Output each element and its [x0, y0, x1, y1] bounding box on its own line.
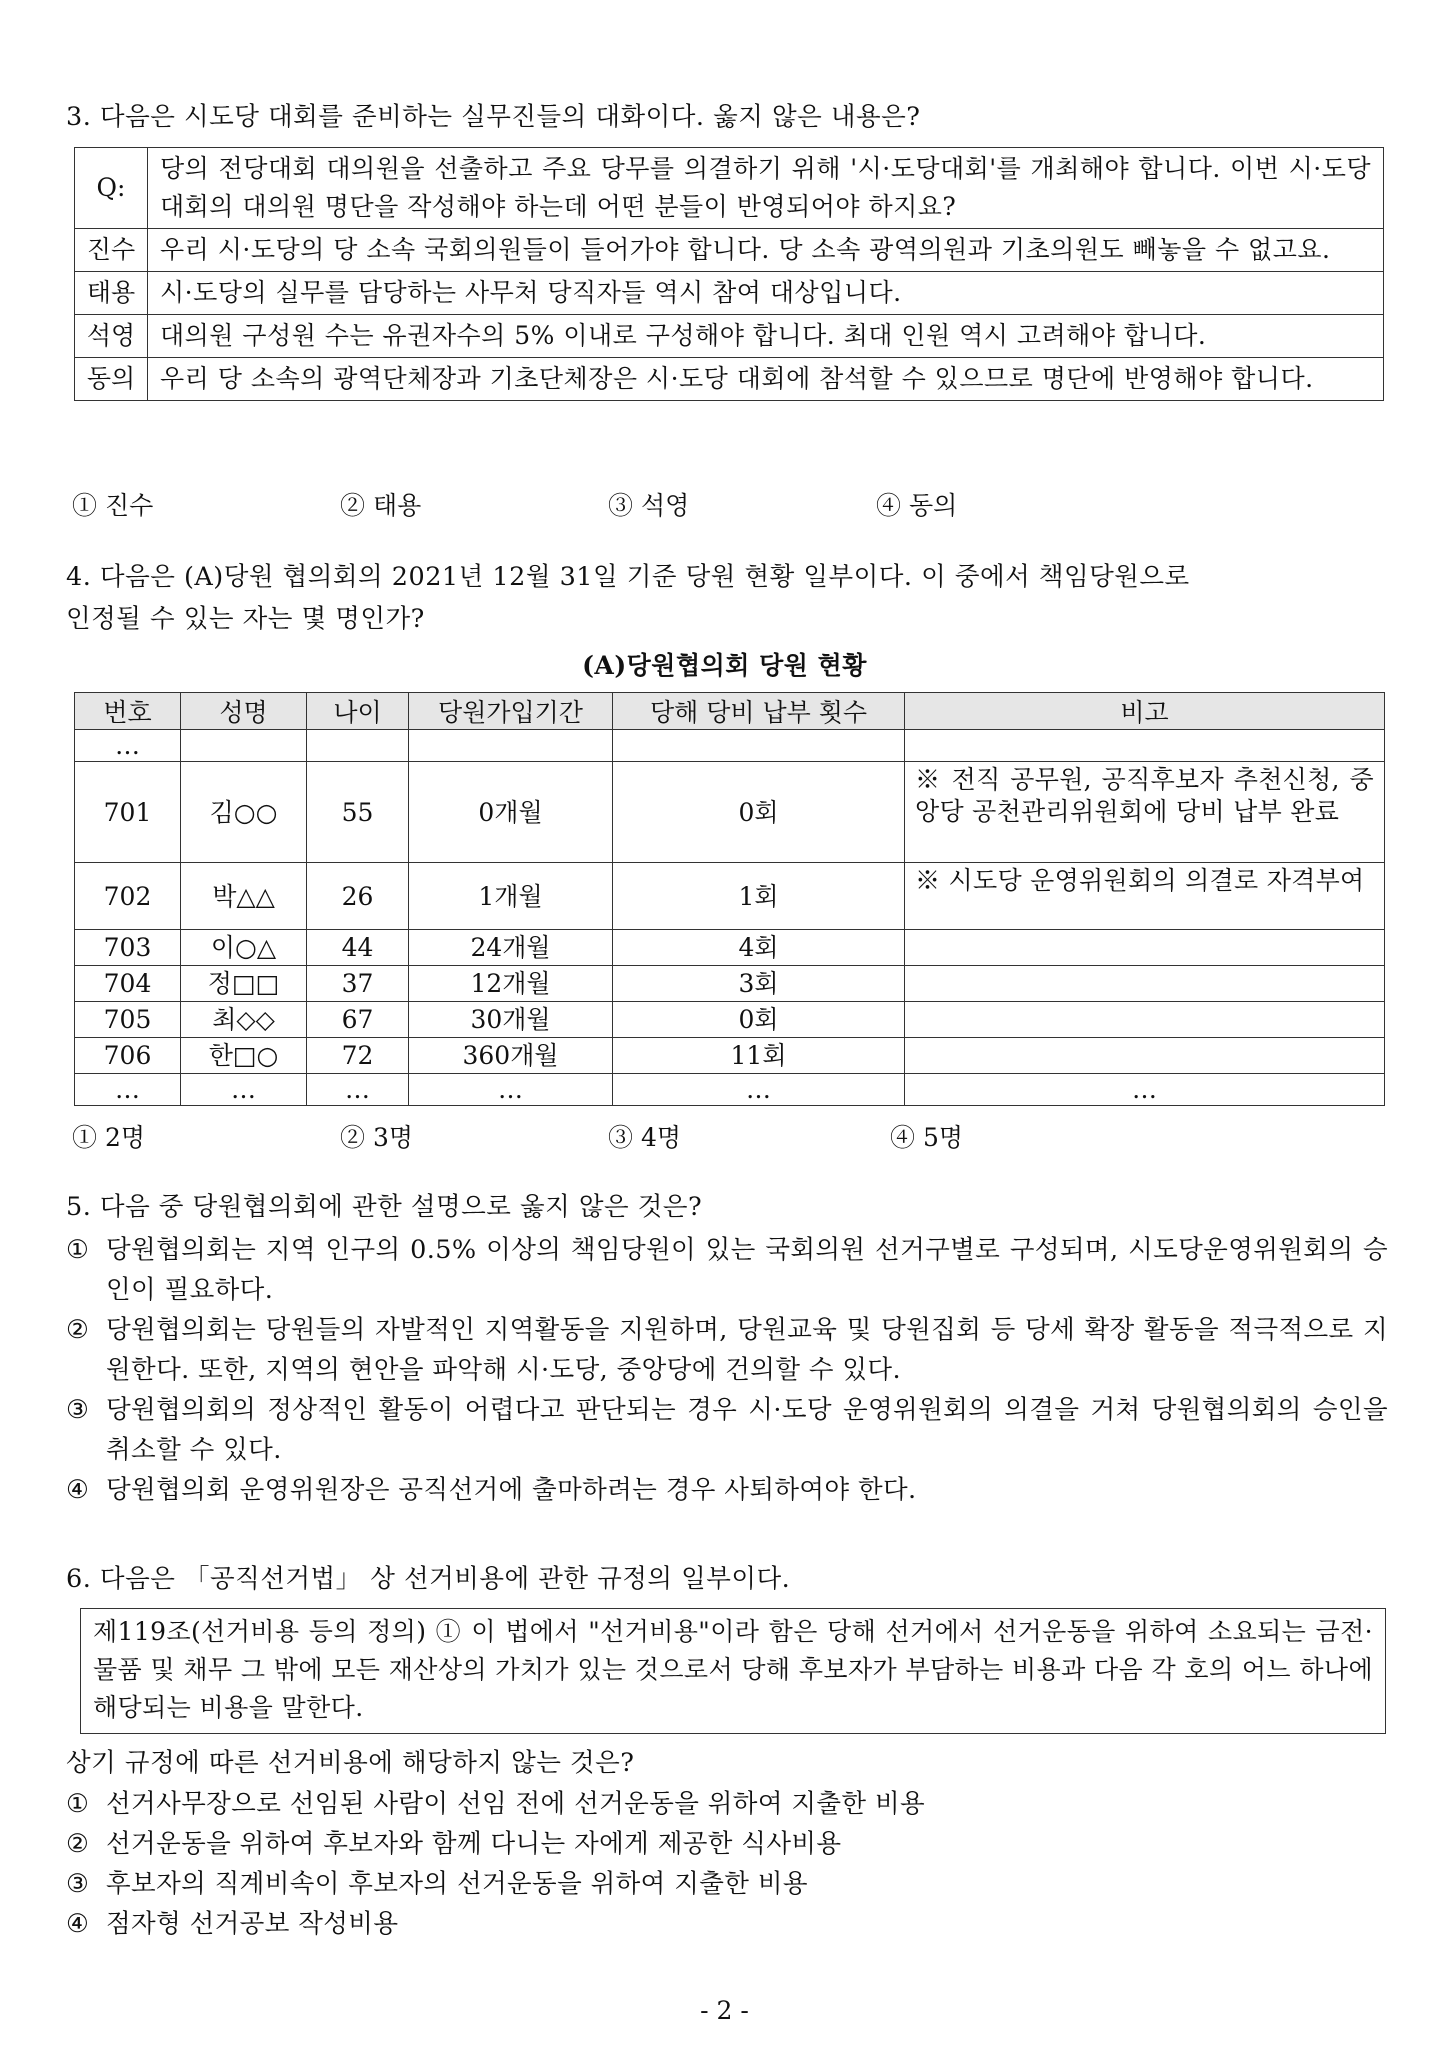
table-cell: … — [75, 730, 181, 762]
table-cell — [307, 730, 409, 762]
table-cell-name: 박△△ — [181, 863, 307, 930]
option-2[interactable]: ② 3명 — [340, 1123, 414, 1152]
table-row-ellipsis-top — [75, 730, 1385, 762]
option-4[interactable]: ④ 동의 — [876, 491, 958, 520]
question-5-title: 5. 다음 중 당원협의회에 관한 설명으로 옳지 않은 것은? — [66, 1192, 703, 1222]
choice-item[interactable] — [66, 1470, 1388, 1510]
choice-text: 당원협의회는 지역 인구의 0.5% 이상의 책임당원이 있는 국회의원 선거구별로 구성되며, 시도당운영위원회의 승인이 필요하다. — [106, 1235, 1388, 1305]
choice-number: ③ — [66, 1395, 90, 1425]
table-cell — [613, 730, 905, 762]
choice-text: 선거사무장으로 선임된 사람이 선임 전에 선거운동을 위하여 지출한 비용 — [106, 1789, 926, 1819]
table-cell-note — [905, 1038, 1385, 1074]
table-cell-age: 37 — [307, 966, 409, 1002]
table-cell-no: 705 — [75, 1002, 181, 1038]
option-3[interactable]: ③ 석영 — [608, 491, 690, 520]
table-cell-count: 0회 — [613, 1002, 905, 1038]
table-cell-name: 최◇◇ — [181, 1002, 307, 1038]
table-cell-note: ※ 전직 공무원, 공직후보자 추천신청, 중앙당 공천관리위원회에 당비 납부 완료 — [905, 762, 1385, 863]
table-cell-no: 702 — [75, 863, 181, 930]
table-cell-note: ※ 시도당 운영위원회의 의결로 자격부여 — [905, 863, 1385, 930]
table-caption: (A)당원협의회 당원 현황 — [582, 651, 867, 680]
table-row — [75, 1038, 1385, 1074]
choice-text: 당원협의회의 정상적인 활동이 어렵다고 판단되는 경우 시·도당 운영위원회의 의결을 거쳐 당원협의회의 승인을 취소할 수 있다. — [106, 1395, 1388, 1465]
choice-item[interactable] — [66, 1230, 1388, 1310]
table-cell-age: 26 — [307, 863, 409, 930]
speaker-label: 동의 — [75, 358, 148, 401]
option-1[interactable]: ① 2명 — [72, 1123, 146, 1152]
table-cell-note — [905, 930, 1385, 966]
col-header-note: 비고 — [905, 693, 1385, 730]
page-number: - 2 - — [700, 1996, 749, 2025]
table-row — [75, 966, 1385, 1002]
table-cell — [181, 730, 307, 762]
table-cell-period: 24개월 — [409, 930, 613, 966]
table-cell-age: 55 — [307, 762, 409, 863]
speaker-label: 태용 — [75, 272, 148, 315]
speaker-statement: 대의원 구성원 수는 유권자수의 5% 이내로 구성해야 합니다. 최대 인원 역시 고려해야 합니다. — [148, 315, 1384, 358]
table-cell-count: 11회 — [613, 1038, 905, 1074]
question-6-title: 6. 다음은 「공직선거법」 상 선거비용에 관한 규정의 일부이다. — [66, 1564, 791, 1594]
speaker-statement: 우리 시·도당의 당 소속 국회의원들이 들어가야 합니다. 당 소속 광역의원과 기초의원도 빼놓을 수 없고요. — [148, 229, 1384, 272]
choice-text: 선거운동을 위하여 후보자와 함께 다니는 자에게 제공한 식사비용 — [106, 1829, 842, 1859]
table-row — [75, 762, 1385, 863]
col-header-dues-count: 당해 당비 납부 횟수 — [613, 693, 905, 730]
choice-item[interactable] — [66, 1390, 1388, 1470]
choice-item[interactable] — [66, 1904, 1388, 1944]
table-cell — [409, 730, 613, 762]
table-cell-no: 703 — [75, 930, 181, 966]
table-cell-no: 701 — [75, 762, 181, 863]
table-cell-name: 김○○ — [181, 762, 307, 863]
table-cell-age: 44 — [307, 930, 409, 966]
table-cell-name: 한□○ — [181, 1038, 307, 1074]
choice-number: ④ — [66, 1909, 90, 1939]
table-header-row — [75, 693, 1385, 730]
table-cell-period: 12개월 — [409, 966, 613, 1002]
table-row — [75, 930, 1385, 966]
speaker-statement: 시·도당의 실무를 담당하는 사무처 당직자들 역시 참여 대상입니다. — [148, 272, 1384, 315]
option-4[interactable]: ④ 5명 — [890, 1123, 964, 1152]
choice-number: ② — [66, 1315, 90, 1345]
table-cell-count: 0회 — [613, 762, 905, 863]
question-6-prompt: 상기 규정에 따른 선거비용에 해당하지 않는 것은? — [66, 1748, 635, 1778]
dialogue-row — [75, 272, 1384, 315]
choice-item[interactable] — [66, 1824, 1388, 1864]
table-row — [75, 863, 1385, 930]
option-1[interactable]: ① 진수 — [72, 491, 154, 520]
table-cell: … — [307, 1074, 409, 1106]
speaker-label: 진수 — [75, 229, 148, 272]
table-cell: … — [613, 1074, 905, 1106]
members-table — [74, 692, 1385, 1106]
col-header-name: 성명 — [181, 693, 307, 730]
question-3-options — [72, 486, 1072, 522]
choice-text: 후보자의 직계비속이 후보자의 선거운동을 위하여 지출한 비용 — [106, 1869, 808, 1899]
question-4-options — [72, 1118, 1072, 1154]
table-cell-count: 1회 — [613, 863, 905, 930]
table-cell: … — [409, 1074, 613, 1106]
option-3[interactable]: ③ 4명 — [608, 1123, 682, 1152]
table-cell-age: 72 — [307, 1038, 409, 1074]
table-cell-note — [905, 966, 1385, 1002]
law-excerpt-box: 제119조(선거비용 등의 정의) ① 이 법에서 "선거비용"이라 함은 당해 선거에서 선거운동을 위하여 소요되는 금전·물품 및 채무 그 밖에 모든 재산상의 가치가 있는 것으로서 당해 후보자가 부담하는 비용과 다음 각 호의 어느 하나에 해당되는 비용을 말한다. — [80, 1608, 1386, 1734]
choice-number: ① — [66, 1789, 90, 1819]
choice-text: 당원협의회 운영위원장은 공직선거에 출마하려는 경우 사퇴하여야 한다. — [106, 1475, 917, 1505]
choice-number: ④ — [66, 1475, 90, 1505]
col-header-age: 나이 — [307, 693, 409, 730]
table-cell: … — [181, 1074, 307, 1106]
speaker-statement: 당의 전당대회 대의원을 선출하고 주요 당무를 의결하기 위해 '시·도당대회'를 개최해야 합니다. 이번 시·도당 대회의 대의원 명단을 작성해야 하는데 어떤 분들이 반영되어야 하지요? — [148, 148, 1384, 229]
choice-item[interactable] — [66, 1310, 1388, 1390]
choice-number: ② — [66, 1829, 90, 1859]
table-cell-period: 1개월 — [409, 863, 613, 930]
table-cell-name: 정□□ — [181, 966, 307, 1002]
table-cell-period: 0개월 — [409, 762, 613, 863]
col-header-number: 번호 — [75, 693, 181, 730]
table-cell-age: 67 — [307, 1002, 409, 1038]
table-row-ellipsis-bottom — [75, 1074, 1385, 1106]
table-cell-name: 이○△ — [181, 930, 307, 966]
question-4-title-line1: 4. 다음은 (A)당원 협의회의 2021년 12월 31일 기준 당원 현황 일부이다. 이 중에서 책임당원으로 — [66, 562, 1190, 592]
dialogue-row — [75, 148, 1384, 229]
choice-text: 점자형 선거공보 작성비용 — [106, 1909, 399, 1939]
speaker-label: 석영 — [75, 315, 148, 358]
question-4-title-line2: 인정될 수 있는 자는 몇 명인가? — [66, 604, 425, 634]
choice-number: ① — [66, 1235, 90, 1265]
table-cell-period: 30개월 — [409, 1002, 613, 1038]
col-header-period: 당원가입기간 — [409, 693, 613, 730]
table-cell-period: 360개월 — [409, 1038, 613, 1074]
question-6-choices — [66, 1784, 1388, 1944]
question-3-title: 3. 다음은 시도당 대회를 준비하는 실무진들의 대화이다. 옳지 않은 내용은? — [66, 102, 921, 132]
choice-text: 당원협의회는 당원들의 자발적인 지역활동을 지원하며, 당원교육 및 당원집회 등 당세 확장 활동을 적극적으로 지원한다. 또한, 지역의 현안을 파악해 시·도당, 중앙당에 건의할 수 있다. — [106, 1315, 1388, 1385]
option-2[interactable]: ② 태용 — [340, 491, 422, 520]
table-cell-count: 4회 — [613, 930, 905, 966]
dialogue-row — [75, 315, 1384, 358]
table-cell-no: 704 — [75, 966, 181, 1002]
choice-item[interactable] — [66, 1784, 1388, 1824]
speaker-statement: 우리 당 소속의 광역단체장과 기초단체장은 시·도당 대회에 참석할 수 있으므로 명단에 반영해야 합니다. — [148, 358, 1384, 401]
speaker-label: Q: — [75, 148, 148, 229]
table-cell-no: 706 — [75, 1038, 181, 1074]
choice-item[interactable] — [66, 1864, 1388, 1904]
dialogue-table — [74, 147, 1384, 401]
table-cell-count: 3회 — [613, 966, 905, 1002]
table-cell: … — [75, 1074, 181, 1106]
choice-number: ③ — [66, 1869, 90, 1899]
table-cell — [905, 730, 1385, 762]
table-cell: … — [905, 1074, 1385, 1106]
table-cell-note — [905, 1002, 1385, 1038]
question-5-choices — [66, 1230, 1388, 1510]
dialogue-row — [75, 358, 1384, 401]
dialogue-row — [75, 229, 1384, 272]
table-row — [75, 1002, 1385, 1038]
